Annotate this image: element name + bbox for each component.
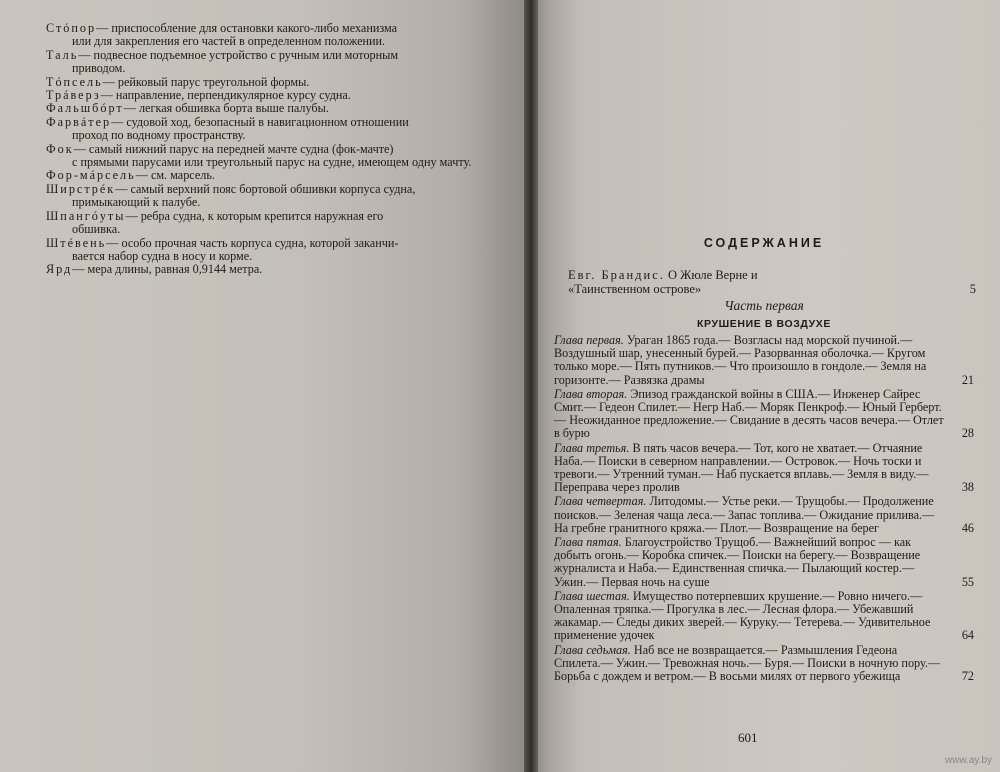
chapter-title: Глава пятая. <box>554 535 622 550</box>
chapter-title: Глава третья. <box>554 440 630 455</box>
glossary-continuation: или для закрепления его частей в определенном положении. <box>72 34 386 49</box>
intro-line-2: «Таинственном острове» <box>568 282 702 296</box>
glossary-entry <box>46 263 500 276</box>
chapter-summary: Ураган 1865 года.— Возгласы над морской пучиной.— Воздушный шар, унесенный бурей.— Разорванная оболочка.— Кругом только море.— Пять путников.— Что произошло в гондоле.— Земля на горизонте.— Развязка драмы <box>554 333 927 387</box>
glossary-definition: — легкая обшивка борта выше палубы. <box>123 101 329 116</box>
glossary-entry <box>46 76 500 89</box>
intro-page: 5 <box>969 282 976 296</box>
glossary-term: Фальшбóрт <box>46 101 124 116</box>
glossary-term: Ширстрéк <box>46 181 116 196</box>
intro-line-1: О Жюле Верне и <box>668 268 758 282</box>
glossary-definition: — см. марсель. <box>135 168 215 183</box>
chapter-entry <box>554 644 974 684</box>
glossary-definition: — самый нижний парус на передней мачте судна (фок-мачте) <box>73 141 394 156</box>
chapter-entry <box>554 590 974 643</box>
chapter-entry <box>554 536 974 589</box>
right-page <box>528 0 1000 772</box>
glossary-definition: — особо прочная часть корпуса судна, которой заканчи- <box>106 235 399 250</box>
glossary-continuation: с прямыми парусами или треугольный парус на судне, имеющем одну мачту. <box>72 155 472 170</box>
glossary-entry <box>46 143 500 170</box>
glossary-entry <box>46 169 500 182</box>
glossary-term: Стóпор <box>46 21 97 35</box>
glossary-continuation: проход по водному пространству. <box>72 128 246 143</box>
glossary-term: Ярд <box>46 262 73 277</box>
chapter-summary: Имущество потерпевших крушение.— Ровно ничего.— Опаленная тряпка.— Прогулка в лес.— Лесная флора.— Убежавший жакамар.— Следы диких зверей.— Куруку.— Тетерева.— Удивительное применение удочек <box>554 588 931 643</box>
chapter-page: 38 <box>961 480 974 495</box>
watermark: www.ay.by <box>944 755 992 766</box>
chapter-entry <box>554 495 974 535</box>
glossary-continuation: вается набор судна в носу и корме. <box>72 248 253 263</box>
chapter-summary: Наб все не возвращается.— Размышления Гедеона Спилета.— Ужин.— Тревожная ночь.— Буря.— Поиски в ночную пору.— Борьба с дождем и ветром.— В восьми милях от первого убежища <box>554 642 941 684</box>
glossary-term: Трáверз <box>46 88 101 103</box>
chapter-title: Глава шестая. <box>554 588 630 603</box>
glossary-definition: — мера длины, равная 0,9144 метра. <box>72 262 263 277</box>
glossary <box>46 22 500 277</box>
intro-author: Евг. Брандис. <box>568 268 665 282</box>
chapter-page: 55 <box>961 574 974 589</box>
page-number: 601 <box>738 730 758 745</box>
chapter-summary: Эпизод гражданской войны в США.— Инженер Сайрес Смит.— Гедеон Спилет.— Негр Наб.— Моряк Пенкроф.— Юный Герберт.— Неожиданное предложение.— Свидание в десять часов вечера.— Отлет в бурю <box>554 386 944 441</box>
glossary-term: Фок <box>46 141 74 156</box>
chapter-page: 64 <box>961 628 974 643</box>
glossary-entry <box>46 237 500 264</box>
glossary-entry <box>46 210 500 237</box>
glossary-definition: — приспособление для остановки какого-либо механизма <box>96 21 398 35</box>
chapter-entry <box>554 442 974 495</box>
chapter-entry <box>554 334 974 387</box>
chapter-page: 21 <box>961 372 974 387</box>
glossary-definition: — судовой ход, безопасный в навигационном отношении <box>111 114 409 129</box>
contents-title: СОДЕРЖАНИЕ <box>703 236 825 250</box>
glossary-definition: — направление, перпендикулярное курсу судна. <box>100 88 351 103</box>
chapter-summary: Литодомы.— Устье реки.— Трущобы.— Продолжение поисков.— Зеленая чаща леса.— Запас топлива.— Ожидание прилива.— На гребне гранитного кряжа.— Плот.— Возвращение на берег <box>554 494 935 535</box>
glossary-term: Фор-мáрсель <box>46 168 136 183</box>
glossary-continuation: обшивка. <box>72 222 121 237</box>
glossary-entry <box>46 89 500 102</box>
glossary-term: Штéвень <box>46 235 107 250</box>
book-gutter <box>524 0 538 772</box>
glossary-definition: — самый верхний пояс бортовой обшивки корпуса судна, <box>115 181 416 196</box>
glossary-entry <box>46 22 500 49</box>
glossary-term: Фарвáтер <box>46 114 112 129</box>
glossary-term: Таль <box>46 47 79 62</box>
chapter-page: 28 <box>961 426 974 441</box>
part-subtitle: КРУШЕНИЕ В ВОЗДУХЕ <box>697 318 831 330</box>
glossary-definition: — ребра судна, к которым крепится наружная его <box>125 208 384 223</box>
chapter-title: Глава первая. <box>554 333 624 347</box>
chapter-page: 72 <box>961 669 974 684</box>
glossary-term: Шпангóуты <box>46 208 126 223</box>
chapter-title: Глава четвертая. <box>554 494 647 509</box>
chapter-title: Глава седьмая. <box>554 642 631 657</box>
part-title: Часть первая <box>724 298 804 313</box>
glossary-term: Тóпсель <box>46 74 103 89</box>
chapter-summary: В пять часов вечера.— Тот, кого не хватает.— Отчаяние Наба.— Поиски в северном направлении.— Островок.— Ночь тоски и тревоги.— Утренний туман.— Наб пускается вплавь.— Земля в виду.— Переправа через пролив <box>554 440 929 495</box>
glossary-entry <box>46 183 500 210</box>
chapter-title: Глава вторая. <box>554 386 628 401</box>
glossary-entry <box>46 49 500 76</box>
chapter-entry <box>554 388 974 441</box>
contents-intro <box>568 268 976 296</box>
glossary-definition: — подвесное подъемное устройство с ручным или моторным <box>78 47 399 62</box>
glossary-definition: — рейковый парус треугольной формы. <box>102 74 310 89</box>
chapter-summary: Благоустройство Трущоб.— Важнейший вопрос — как добыть огонь.— Коробка спичек.— Поиски на берегу.— Возвращение журналиста и Наба.— Единственная спичка.— Пылающий костер.— Ужин.— Первая ночь на суше <box>554 535 921 589</box>
glossary-entry <box>46 102 500 115</box>
chapter-list <box>554 334 974 684</box>
chapter-page: 46 <box>961 520 974 535</box>
glossary-continuation: приводом. <box>72 61 126 76</box>
glossary-entry <box>46 116 500 143</box>
glossary-continuation: примыкающий к палубе. <box>72 195 201 210</box>
